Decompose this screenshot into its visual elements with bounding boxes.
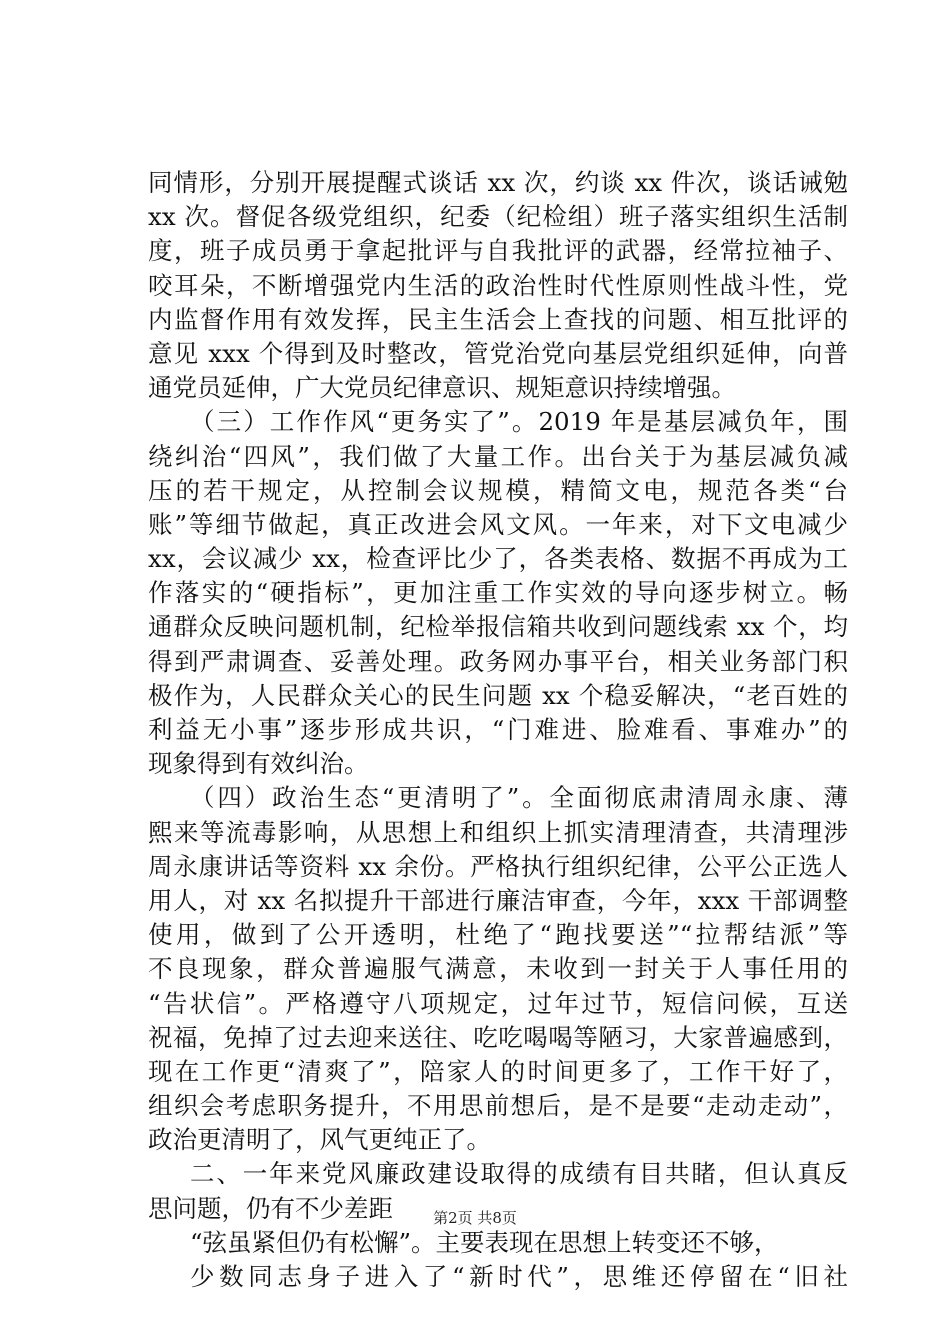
text-line: xx，会议减少 xx，检查评比少了，各类表格、数据不再成为工 [148,544,848,574]
section-heading-line: 思问题，仍有不少差距 [148,1193,393,1223]
paragraph-start-line: （四）政治生态“更清明了”。全面彻底肃清周永康、薄 [190,783,848,813]
text-line: 得到严肃调查、妥善处理。政务网办事平台，相关业务部门积 [148,646,848,676]
text-line: 组织会考虑职务提升，不用思前想后，是不是要“走动走动”， [148,1091,848,1121]
text-line: 咬耳朵，不断增强党内生活的政治性时代性原则性战斗性，党 [148,270,848,300]
text-line: 通群众反映问题机制，纪检举报信箱共收到问题线索 xx 个，均 [148,612,848,642]
text-line: 绕纠治“四风”，我们做了大量工作。出台关于为基层减负减 [148,441,848,471]
text-line: 极作为，人民群众关心的民生问题 xx 个稳妥解决，“老百姓的 [148,680,848,710]
text-line: 政治更清明了，风气更纯正了。 [148,1125,491,1155]
text-line: 不良现象，群众普遍服气满意，未收到一封关于人事任用的 [148,954,848,984]
text-line: 用人，对 xx 名拟提升干部进行廉洁审查，今年，xxx 干部调整 [148,885,848,915]
text-line: 周永康讲话等资料 xx 余份。严格执行组织纪律，公平公正选人 [148,851,848,881]
document-body [148,166,848,1294]
page-number-footer: 第2页 共8页 [433,1209,517,1227]
paragraph-start-line: 少数同志身子进入了“新时代”，思维还停留在“旧社 [190,1262,848,1291]
text-line: 利益无小事”逐步形成共识，“门难进、脸难看、事难办”的 [148,715,848,744]
text-line: 内监督作用有效发挥，民主生活会上查找的问题、相互批评的 [148,304,848,334]
text-line: 熙来等流毒影响，从思想上和组织上抓实清理清查，共清理涉 [148,817,848,847]
text-line: 作落实的“硬指标”，更加注重工作实效的导向逐步树立。畅 [148,578,848,608]
text-line: 压的若干规定，从控制会议规模，精简文电，规范各类“台 [148,475,848,505]
text-line: 度，班子成员勇于拿起批评与自我批评的武器，经常拉袖子、 [148,236,848,266]
text-line: 使用，做到了公开透明，杜绝了“跑找要送”“拉帮结派”等 [148,920,848,950]
paragraph-start-line: “弦虽紧但仍有松懈”。主要表现在思想上转变还不够， [190,1227,779,1257]
text-line: 同情形，分别开展提醒式谈话 xx 次，约谈 xx 件次，谈话诫勉 [148,168,848,197]
text-line: 通党员延伸，广大党员纪律意识、规矩意识持续增强。 [148,373,736,403]
section-heading-line: 二、一年来党风廉政建设取得的成绩有目共睹，但认真反 [190,1159,848,1189]
text-line: 账”等细节做起，真正改进会风文风。一年来，对下文电减少 [148,509,848,539]
text-line: xx 次。督促各级党组织，纪委（纪检组）班子落实组织生活制 [148,202,848,232]
text-line: “告状信”。严格遵守八项规定，过年过节，短信问候，互送 [148,988,848,1018]
text-line: 现在工作更“清爽了”，陪家人的时间更多了，工作干好了， [148,1056,848,1086]
paragraph-start-line: （三）工作作风“更务实了”。2019 年是基层减负年，围 [190,407,848,437]
text-line: 现象得到有效纠治。 [148,749,369,779]
text-line: 意见 xxx 个得到及时整改，管党治党向基层党组织延伸，向普 [148,338,848,368]
text-line: 祝福，免掉了过去迎来送往、吃吃喝喝等陋习，大家普遍感到， [148,1022,848,1052]
